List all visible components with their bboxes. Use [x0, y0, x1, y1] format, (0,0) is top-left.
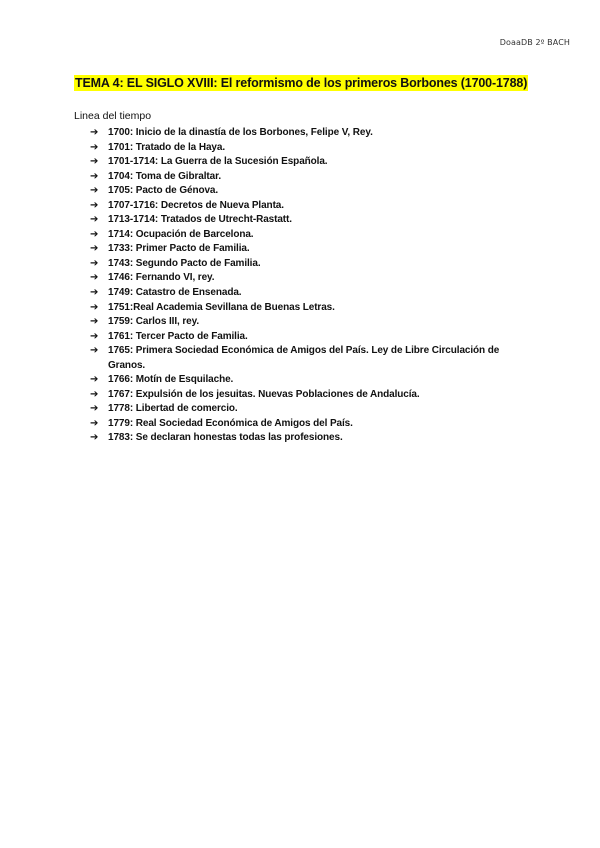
arrow-right-icon: ➔ [90, 199, 99, 211]
timeline-item-text: 1701: Tratado de la Haya. [108, 141, 226, 153]
timeline-item [90, 199, 530, 214]
timeline-item-text: 1765: Primera Sociedad Económica de Amigos del País. Ley de Libre Circulación de Granos. [108, 345, 500, 371]
timeline-item [90, 301, 530, 316]
timeline-item [90, 315, 530, 330]
timeline-item-text: 1701-1714: La Guerra de la Sucesión Española. [108, 156, 328, 168]
arrow-right-icon: ➔ [90, 403, 99, 415]
section-label: Linea del tiempo [74, 110, 152, 122]
timeline-item-text: 1761: Tercer Pacto de Familia. [108, 330, 248, 342]
arrow-right-icon: ➔ [90, 141, 99, 153]
arrow-right-icon: ➔ [90, 345, 99, 357]
arrow-right-icon: ➔ [90, 316, 99, 328]
timeline-item [90, 126, 530, 141]
arrow-right-icon: ➔ [90, 330, 99, 342]
timeline-item-text: 1746: Fernando VI, rey. [108, 272, 215, 284]
timeline-item-text: 1733: Primer Pacto de Familia. [108, 243, 250, 255]
timeline-item-text: 1749: Catastro de Ensenada. [108, 287, 242, 299]
timeline-item [90, 402, 530, 417]
timeline-item-text: 1707-1716: Decretos de Nueva Planta. [108, 199, 284, 211]
timeline-item [90, 155, 530, 170]
arrow-right-icon: ➔ [90, 432, 99, 444]
timeline-item-text: 1779: Real Sociedad Económica de Amigos del País. [108, 417, 353, 429]
arrow-right-icon: ➔ [90, 185, 99, 197]
timeline-item-text: 1714: Ocupación de Barcelona. [108, 228, 254, 240]
timeline-list [90, 126, 530, 446]
arrow-right-icon: ➔ [90, 257, 99, 269]
timeline-item-text: 1783: Se declaran honestas todas las profesiones. [108, 432, 343, 444]
timeline-item [90, 286, 530, 301]
arrow-right-icon: ➔ [90, 156, 99, 168]
arrow-right-icon: ➔ [90, 127, 99, 138]
timeline-item-text: 1713-1714: Tratados de Utrecht-Rastatt. [108, 214, 292, 226]
timeline-item-text: 1778: Libertad de comercio. [108, 403, 238, 415]
arrow-right-icon: ➔ [90, 417, 99, 429]
arrow-right-icon: ➔ [90, 301, 99, 313]
timeline-item-text: 1705: Pacto de Génova. [108, 185, 219, 197]
timeline-item [90, 344, 530, 373]
timeline-item [90, 170, 530, 185]
timeline-item [90, 388, 530, 403]
title-block [74, 74, 528, 92]
timeline-item-text: 1759: Carlos III, rey. [108, 316, 199, 328]
timeline-item-text: 1767: Expulsión de los jesuitas. Nuevas Poblaciones de Andalucía. [108, 388, 420, 400]
timeline-item-text: 1751:Real Academia Sevillana de Buenas Letras. [108, 301, 335, 313]
arrow-right-icon: ➔ [90, 287, 99, 299]
arrow-right-icon: ➔ [90, 170, 99, 182]
timeline-item-text: 1743: Segundo Pacto de Familia. [108, 257, 261, 269]
arrow-right-icon: ➔ [90, 272, 99, 284]
timeline-item [90, 271, 530, 286]
arrow-right-icon: ➔ [90, 214, 99, 226]
timeline-item [90, 184, 530, 199]
arrow-right-icon: ➔ [90, 374, 99, 386]
document-title: TEMA 4: EL SIGLO XVIII: El reformismo de los primeros Borbones (1700-1788) [75, 76, 528, 90]
arrow-right-icon: ➔ [90, 228, 99, 240]
timeline-item [90, 373, 530, 388]
timeline-item [90, 228, 530, 243]
timeline-item-text: 1704: Toma de Gibraltar. [108, 170, 222, 182]
timeline-item [90, 417, 530, 432]
timeline-item-text: 1766: Motín de Esquilache. [108, 374, 234, 386]
timeline-item [90, 330, 530, 345]
timeline-item [90, 257, 530, 272]
timeline-item [90, 242, 530, 257]
header-note: DoaaDB 2º BACH [499, 38, 570, 47]
timeline-item [90, 141, 530, 156]
arrow-right-icon: ➔ [90, 388, 99, 400]
timeline-item-text: 1700: Inicio de la dinastía de los Borbones, Felipe V, Rey. [108, 127, 373, 138]
timeline-item [90, 213, 530, 228]
timeline-item [90, 431, 530, 446]
arrow-right-icon: ➔ [90, 243, 99, 255]
